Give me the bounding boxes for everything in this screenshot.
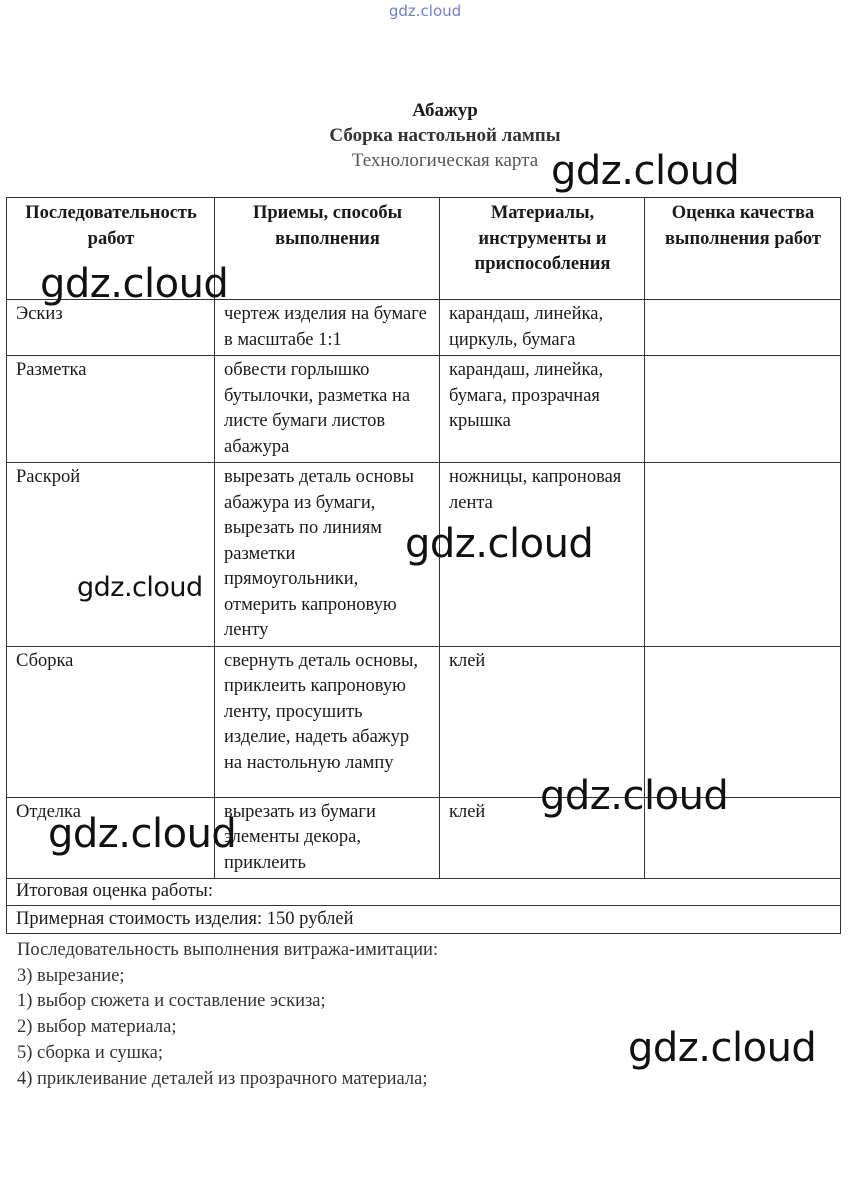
summary-cost: Примерная стоимость изделия: 150 рублей [7, 905, 841, 934]
watermark: gdz.cloud [628, 1025, 817, 1071]
cell-methods: вырезать деталь основы абажура из бумаги, вырезать по линиям разметки прямоугольники, отмерить капроновую ленту [215, 463, 440, 647]
cell-stage: Отделка [7, 797, 215, 879]
cell-materials: ножницы, капроновая лента [440, 463, 645, 647]
cell-methods: чертеж изделия на бумаге в масштабе 1:1 [215, 300, 440, 356]
watermark: gdz.cloud [551, 148, 740, 194]
cell-quality [645, 463, 841, 647]
card-title: Технологическая карта [351, 150, 539, 171]
header-quality: Оценка качества выполнения работ [645, 198, 841, 300]
watermark: gdz.cloud [40, 261, 229, 307]
top-watermark: gdz.cloud [388, 2, 462, 20]
cell-stage: Раскрой [7, 463, 215, 647]
watermark: gdz.cloud [405, 521, 594, 567]
cell-quality [645, 356, 841, 463]
list-item: 2) выбор материала; [17, 1017, 177, 1038]
list-item: 3) вырезание; [17, 965, 125, 986]
cell-materials: клей [440, 797, 645, 879]
cell-materials: карандаш, линейка, циркуль, бумага [440, 300, 645, 356]
stained-glass-section [17, 938, 438, 1092]
cell-methods: обвести горлышко бутылочки, разметка на листе бумаги листов абажура [215, 356, 440, 463]
document-title: Абажур [412, 100, 478, 121]
summary-total: Итоговая оценка работы: [7, 879, 841, 906]
summary-row-cost [7, 905, 841, 934]
cell-stage: Разметка [7, 356, 215, 463]
stained-glass-heading: Последовательность выполнения витража-имитации: [17, 940, 439, 960]
cell-stage: Сборка [7, 646, 215, 797]
header-methods: Приемы, способы выполнения [215, 198, 440, 300]
watermark: gdz.cloud [77, 572, 203, 603]
document-subtitle: Сборка настольной лампы [329, 125, 561, 146]
cell-methods: вырезать из бумаги элементы декора, приклеить [215, 797, 440, 879]
cell-materials: клей [440, 646, 645, 797]
cell-materials: карандаш, линейка, бумага, прозрачная крышка [440, 356, 645, 463]
cell-stage: Эскиз [7, 300, 215, 356]
cell-methods: свернуть деталь основы, приклеить капроновую ленту, просушить изделие, надеть абажур на настольную лампу [215, 646, 440, 797]
cell-quality [645, 300, 841, 356]
list-item: 1) выбор сюжета и составление эскиза; [17, 991, 326, 1012]
list-item: 4) приклеивание деталей из прозрачного материала; [17, 1068, 428, 1089]
table-row [7, 300, 841, 356]
table-row [7, 356, 841, 463]
watermark: gdz.cloud [48, 811, 237, 857]
summary-row-total [7, 879, 841, 906]
list-item: 5) сборка и сушка; [17, 1042, 163, 1063]
watermark: gdz.cloud [540, 773, 729, 819]
header-stage: Последовательность работ [7, 198, 215, 300]
header-materials: Материалы, инструменты и приспособления [440, 198, 645, 300]
